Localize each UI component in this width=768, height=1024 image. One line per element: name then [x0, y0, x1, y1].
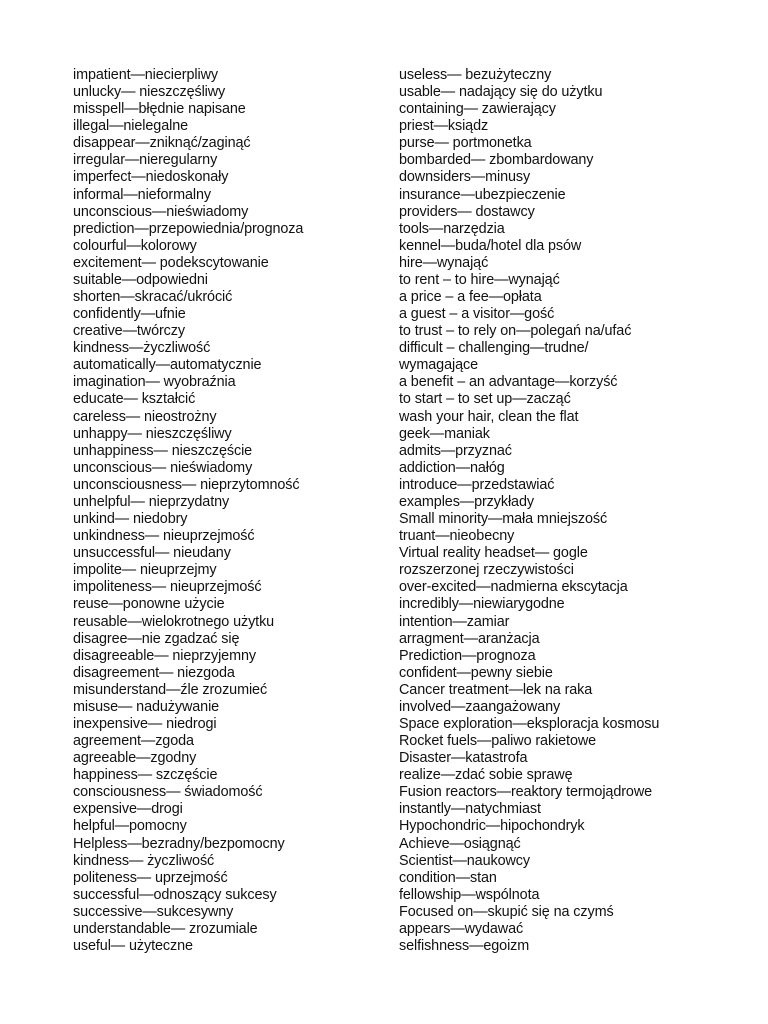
- right-vocab-entry: insurance—ubezpieczenie: [399, 186, 566, 203]
- right-vocab-entry: Fusion reactors—reaktory termojądrowe: [399, 784, 653, 801]
- left-vocab-entry: confidently—ufnie: [73, 306, 186, 323]
- left-vocab-entry: helpful—pomocny: [73, 818, 187, 835]
- left-vocab-entry: disagree—nie zgadzać się: [73, 630, 240, 647]
- right-vocab-entry: usable— nadający się do użytku: [399, 84, 603, 101]
- right-vocab-entry: Small minority—mała mniejszość: [399, 511, 608, 528]
- right-vocab-entry: Scientist—naukowcy: [399, 852, 530, 869]
- left-vocab-entry: kindness— życzliwość: [73, 852, 215, 869]
- right-vocab-entry: truant—nieobecny: [399, 528, 515, 545]
- right-vocab-entry: to trust – to rely on—polegań na/ufać: [399, 323, 632, 340]
- right-vocab-entry: downsiders—minusy: [399, 169, 531, 186]
- right-vocab-entry: hire—wynająć: [399, 254, 489, 271]
- left-vocab-entry: agreeable—zgodny: [73, 750, 197, 767]
- right-vocab-entry: a benefit – an advantage—korzyść: [399, 374, 618, 391]
- right-vocab-entry: purse— portmonetka: [399, 135, 532, 152]
- left-vocab-entry: unhappiness— nieszczęście: [73, 442, 253, 459]
- left-vocab-entry: unkind— niedobry: [73, 511, 188, 528]
- left-vocab-entry: colourful—kolorowy: [73, 237, 197, 254]
- right-vocab-entry: Hypochondric—hipochondryk: [399, 818, 585, 835]
- right-vocab-entry: tools—narzędzia: [399, 220, 505, 237]
- right-vocab-entry: Space exploration—eksploracja kosmosu: [399, 715, 660, 732]
- left-vocab-entry: unconscious— nieświadomy: [73, 459, 253, 476]
- left-vocab-entry: inexpensive— niedrogi: [73, 715, 217, 732]
- right-vocab-entry: involved—zaangażowany: [399, 698, 561, 715]
- left-vocab-entry: unconscious—nieświadomy: [73, 203, 249, 220]
- right-vocab-entry: bombarded— zbombardowany: [399, 152, 594, 169]
- left-vocab-entry: agreement—zgoda: [73, 733, 194, 750]
- right-vocab-entry: providers— dostawcy: [399, 203, 535, 220]
- left-vocab-entry: unhelpful— nieprzydatny: [73, 493, 230, 510]
- right-vocab-entry: incredibly—niewiarygodne: [399, 596, 565, 613]
- right-vocab-entry: rozszerzonej rzeczywistości: [399, 562, 574, 579]
- right-vocab-entry: wymagające: [399, 357, 478, 374]
- left-vocab-entry: impolite— nieuprzejmy: [73, 562, 217, 579]
- left-vocab-entry: successful—odnoszący sukcesy: [73, 886, 277, 903]
- left-vocab-entry: politeness— uprzejmość: [73, 869, 228, 886]
- left-vocab-entry: misunderstand—źle zrozumieć: [73, 681, 268, 698]
- left-vocab-entry: imperfect—niedoskonały: [73, 169, 229, 186]
- right-vocab-entry: admits—przyznać: [399, 442, 512, 459]
- left-vocab-entry: unsuccessful— nieudany: [73, 545, 231, 562]
- right-vocab-entry: Achieve—osiągnąć: [399, 835, 521, 852]
- right-vocab-entry: containing— zawierający: [399, 101, 556, 118]
- left-vocab-entry: Helpless—bezradny/bezpomocny: [73, 835, 285, 852]
- left-vocab-entry: happiness— szczęście: [73, 767, 218, 784]
- left-vocab-entry: kindness—życzliwość: [73, 340, 211, 357]
- right-vocab-entry: confident—pewny siebie: [399, 664, 553, 681]
- left-vocab-entry: consciousness— świadomość: [73, 784, 263, 801]
- left-vocab-entry: disappear—zniknąć/zaginąć: [73, 135, 251, 152]
- right-vocab-entry: arragment—aranżacja: [399, 630, 540, 647]
- right-vocab-entry: priest—ksiądz: [399, 118, 489, 135]
- left-vocab-entry: disagreement— niezgoda: [73, 664, 235, 681]
- left-vocab-entry: shorten—skracać/ukrócić: [73, 289, 233, 306]
- right-vocab-entry: to start – to set up—zacząć: [399, 391, 571, 408]
- right-vocab-entry: intention—zamiar: [399, 613, 510, 630]
- right-vocab-entry: kennel—buda/hotel dla psów: [399, 237, 582, 254]
- right-vocabulary-column: [399, 67, 729, 955]
- right-vocab-entry: introduce—przedstawiać: [399, 476, 555, 493]
- left-vocab-entry: illegal—nielegalne: [73, 118, 189, 135]
- right-vocab-entry: geek—maniak: [399, 425, 490, 442]
- right-vocab-entry: addiction—nałóg: [399, 459, 505, 476]
- left-vocab-entry: useful— użyteczne: [73, 937, 193, 954]
- left-vocab-entry: creative—twórczy: [73, 323, 185, 340]
- right-vocab-entry: to rent – to hire—wynająć: [399, 271, 560, 288]
- left-vocab-entry: informal—nieformalny: [73, 186, 211, 203]
- right-vocab-entry: realize—zdać sobie sprawę: [399, 767, 573, 784]
- left-vocab-entry: prediction—przepowiednia/prognoza: [73, 220, 304, 237]
- right-vocab-entry: appears—wydawać: [399, 920, 524, 937]
- left-vocab-entry: expensive—drogi: [73, 801, 183, 818]
- right-vocab-entry: a guest – a visitor—gość: [399, 306, 555, 323]
- left-vocab-entry: careless— nieostrożny: [73, 408, 217, 425]
- left-vocab-entry: suitable—odpowiedni: [73, 271, 208, 288]
- left-vocab-entry: unhappy— nieszczęśliwy: [73, 425, 232, 442]
- right-vocab-entry: difficult – challenging—trudne/: [399, 340, 589, 357]
- right-vocab-entry: selfishness—egoizm: [399, 937, 530, 954]
- right-vocab-entry: Prediction—prognoza: [399, 647, 536, 664]
- left-vocab-entry: unkindness— nieuprzejmość: [73, 528, 255, 545]
- left-vocab-entry: understandable— zrozumiale: [73, 920, 258, 937]
- left-vocab-entry: impoliteness— nieuprzejmość: [73, 579, 262, 596]
- right-vocab-entry: fellowship—wspólnota: [399, 886, 540, 903]
- right-vocab-entry: condition—stan: [399, 869, 497, 886]
- right-vocab-entry: Disaster—katastrofa: [399, 750, 528, 767]
- left-vocab-entry: reusable—wielokrotnego użytku: [73, 613, 275, 630]
- left-vocab-entry: imagination— wyobraźnia: [73, 374, 236, 391]
- right-vocab-entry: a price – a fee—opłata: [399, 289, 542, 306]
- right-vocab-entry: Rocket fuels—paliwo rakietowe: [399, 733, 597, 750]
- left-vocab-entry: automatically—automatycznie: [73, 357, 262, 374]
- left-vocab-entry: unconsciousness— nieprzytomność: [73, 476, 300, 493]
- right-vocab-entry: Cancer treatment—lek na raka: [399, 681, 593, 698]
- right-vocab-entry: Focused on—skupić się na czymś: [399, 903, 614, 920]
- right-vocab-entry: over-excited—nadmierna ekscytacja: [399, 579, 628, 596]
- left-vocab-entry: misspell—błędnie napisane: [73, 101, 246, 118]
- left-vocabulary-column: [73, 67, 373, 955]
- right-vocab-entry: Virtual reality headset— gogle: [399, 545, 588, 562]
- left-vocab-entry: misuse— nadużywanie: [73, 698, 220, 715]
- right-vocab-entry: examples—przykłady: [399, 493, 534, 510]
- right-vocab-entry: wash your hair, clean the flat: [399, 408, 579, 425]
- right-vocab-entry: instantly—natychmiast: [399, 801, 541, 818]
- left-vocab-entry: educate— kształcić: [73, 391, 196, 408]
- left-vocab-entry: successive—sukcesywny: [73, 903, 234, 920]
- right-vocab-entry: useless— bezużyteczny: [399, 67, 552, 83]
- left-vocab-entry: irregular—nieregularny: [73, 152, 218, 169]
- left-vocab-entry: unlucky— nieszczęśliwy: [73, 84, 226, 101]
- left-vocab-entry: reuse—ponowne użycie: [73, 596, 225, 613]
- left-vocab-entry: excitement— podekscytowanie: [73, 254, 269, 271]
- left-vocab-entry: disagreeable— nieprzyjemny: [73, 647, 256, 664]
- left-vocab-entry: impatient—niecierpliwy: [73, 67, 218, 83]
